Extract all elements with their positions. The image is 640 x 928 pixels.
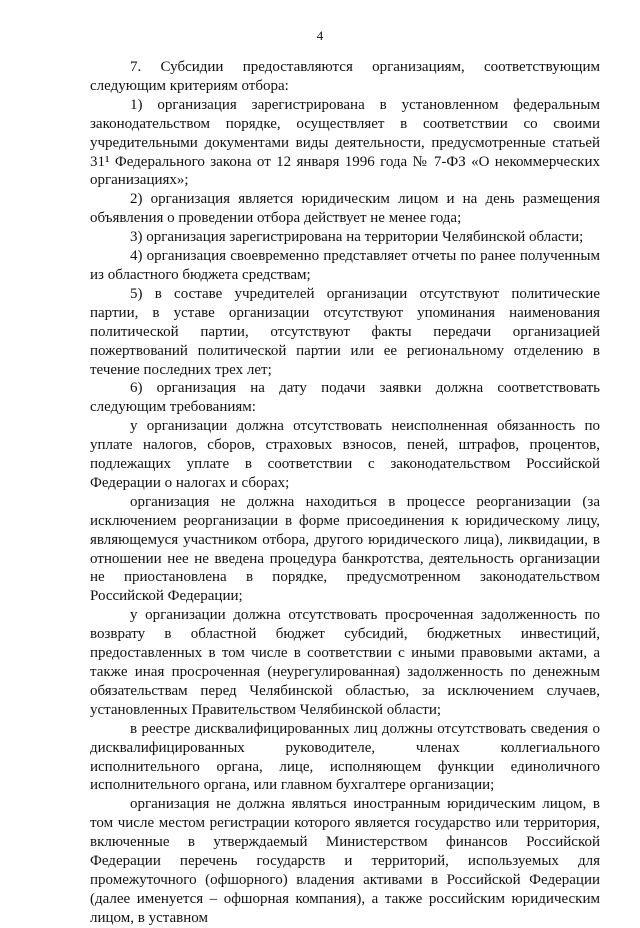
document-body xyxy=(90,58,600,928)
requirement-not-foreign-entity: организация не должна являться иностранным юридическим лицом, в том числе местом регистрации которого является государство или территория, включенные в утверждаемый Министерством финансов Российской Федерации перечень государств и территорий, используемых для промежуточного (офшорного) владения активами в Российской Федерации (далее именуется – офшорная компания), а также российским юридическим лицом, в уставном xyxy=(90,796,600,926)
criterion-4: 4) организация своевременно представляет отчеты по ранее полученным из областного бюджета средствам; xyxy=(90,248,600,283)
requirement-no-reorganization: организация не должна находиться в процессе реорганизации (за исключением реорганизации в форме присоединения к юридическому лицу, являющемуся участником отбора, другого юридического лица), ликвидации, в отношении нее не введена процедура банкротства, деятельность организации не приостановлена в порядке, предусмотренном законодательством Российской Федерации; xyxy=(90,493,600,605)
criterion-5: 5) в составе учредителей организации отсутствуют политические партии, в уставе организации отсутствуют упоминания наименования политической партии, отсутствуют факты передачи организацией пожертвований политической партии или ее региональному отделению в течение последних трех лет; xyxy=(90,285,600,378)
page-number: 4 xyxy=(316,28,324,43)
criterion-2: 2) организация является юридическим лицом и на день размещения объявления о проведении отбора действует не менее года; xyxy=(90,191,600,227)
requirement-no-tax-debt: у организации должна отсутствовать неисполненная обязанность по уплате налогов, сборов, страховых взносов, пеней, штрафов, процентов, подлежащих уплате в соответствии с законодательством Российской Федерации о налогах и сборах; xyxy=(90,418,600,491)
criterion-3: 3) организация зарегистрирована на территории Челябинской области; xyxy=(130,229,584,246)
criterion-6: 6) организация на дату подачи заявки должна соответствовать следующим требованиям: xyxy=(90,380,600,416)
paragraph-7: 7. Субсидии предоставляются организациям, соответствующим следующим критериям отбора: xyxy=(90,59,600,94)
requirement-no-overdue-debt: у организации должна отсутствовать просроченная задолженность по возврату в областной бюджет субсидий, бюджетных инвестиций, предоставленных в том числе в соответствии с иными правовыми актами, а также иная просроченная (неурегулированная) задолженность по денежным обязательствам перед Челябинской областью, за исключением случаев, установленных Правительством Челябинской области; xyxy=(90,607,600,718)
requirement-no-disqualified-persons: в реестре дисквалифицированных лиц должны отсутствовать сведения о дисквалифицированных руководителе, членах коллегиального исполнительного органа, лице, исполняющем функции единоличного исполнительного органа, или главном бухгалтере организации; xyxy=(90,720,600,794)
criterion-1: 1) организация зарегистрирована в установленном федеральным законодательством порядке, осуществляет в соответствии со своими учредительными документами виды деятельности, предусмотренные статьей 31¹ Федерального закона от 12 января 1996 года № 7-ФЗ «О некоммерческих организациях»; xyxy=(90,96,600,189)
